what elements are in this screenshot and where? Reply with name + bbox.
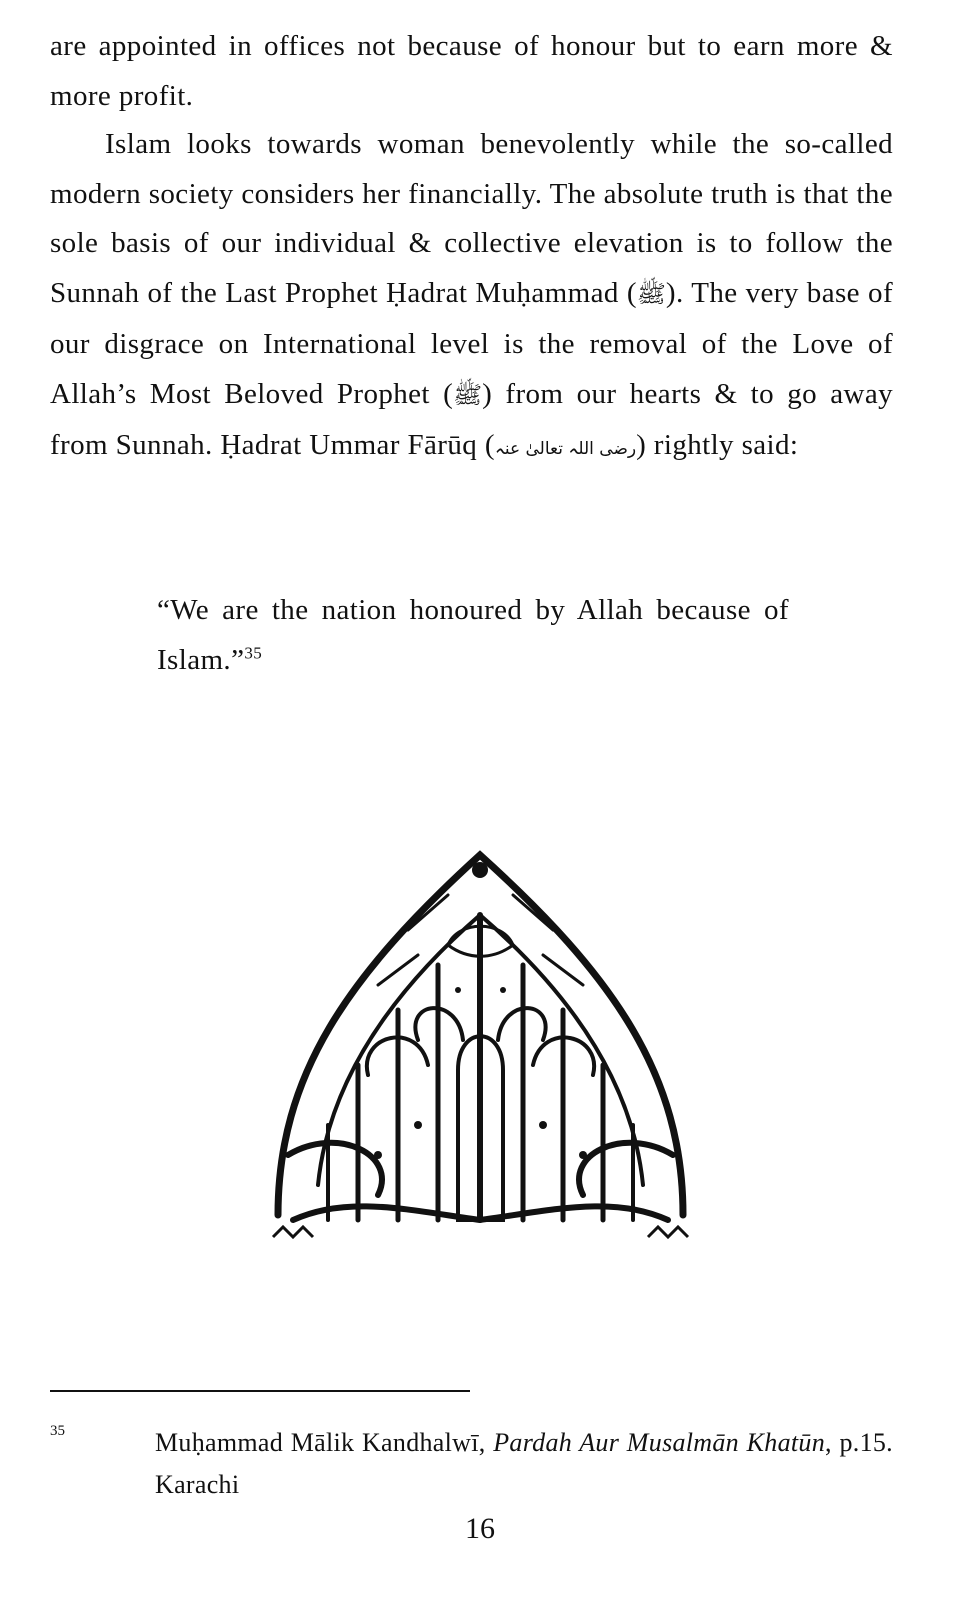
footnote-number: 35 <box>50 1423 65 1439</box>
footnote-divider <box>50 1390 470 1392</box>
paragraph-islam-woman <box>50 120 893 475</box>
calligraphy-ornament <box>258 825 703 1255</box>
salutation-glyph: ﷺ <box>453 382 483 409</box>
paragraph-continuation: are appointed in offices not because of honour but to earn more & more profit. <box>50 30 893 112</box>
footnote-author: Muḥammad Mālik Kandhalwī, <box>155 1428 494 1457</box>
paragraph-text: ) from our hearts & to go away from Sunnah. Ḥadrat Ummar Fārūq ( <box>50 377 893 461</box>
footnote-title: Pardah Aur Musalmān Khatūn <box>493 1428 826 1457</box>
footnote-text <box>155 1422 893 1506</box>
paragraph-text: ) rightly said: <box>636 429 799 461</box>
paragraph-text: Islam looks towards woman benevolently while the so-called modern society considers her financially. The absolute truth is that the sole basis of our individual & collective elevation is to follow the Sunnah of the Last Prophet Ḥadrat Muḥammad ( <box>50 128 893 309</box>
quote-text: “We are the nation honoured by Allah because of Islam.” <box>157 594 789 676</box>
honorific-arabic: رضی اللہ تعالیٰ عنہ <box>494 439 637 459</box>
block-quote <box>157 585 789 685</box>
salutation-glyph: ﷺ <box>636 281 666 308</box>
footnote-source: , p.15. Karachi <box>155 1428 893 1499</box>
page-number: 16 <box>465 1512 495 1545</box>
paragraph-text: ). The very base of our disgrace on International level is the removal of the Love of Allah’s Most Beloved Prophet ( <box>50 276 893 410</box>
footnote-reference: 35 <box>244 643 263 663</box>
